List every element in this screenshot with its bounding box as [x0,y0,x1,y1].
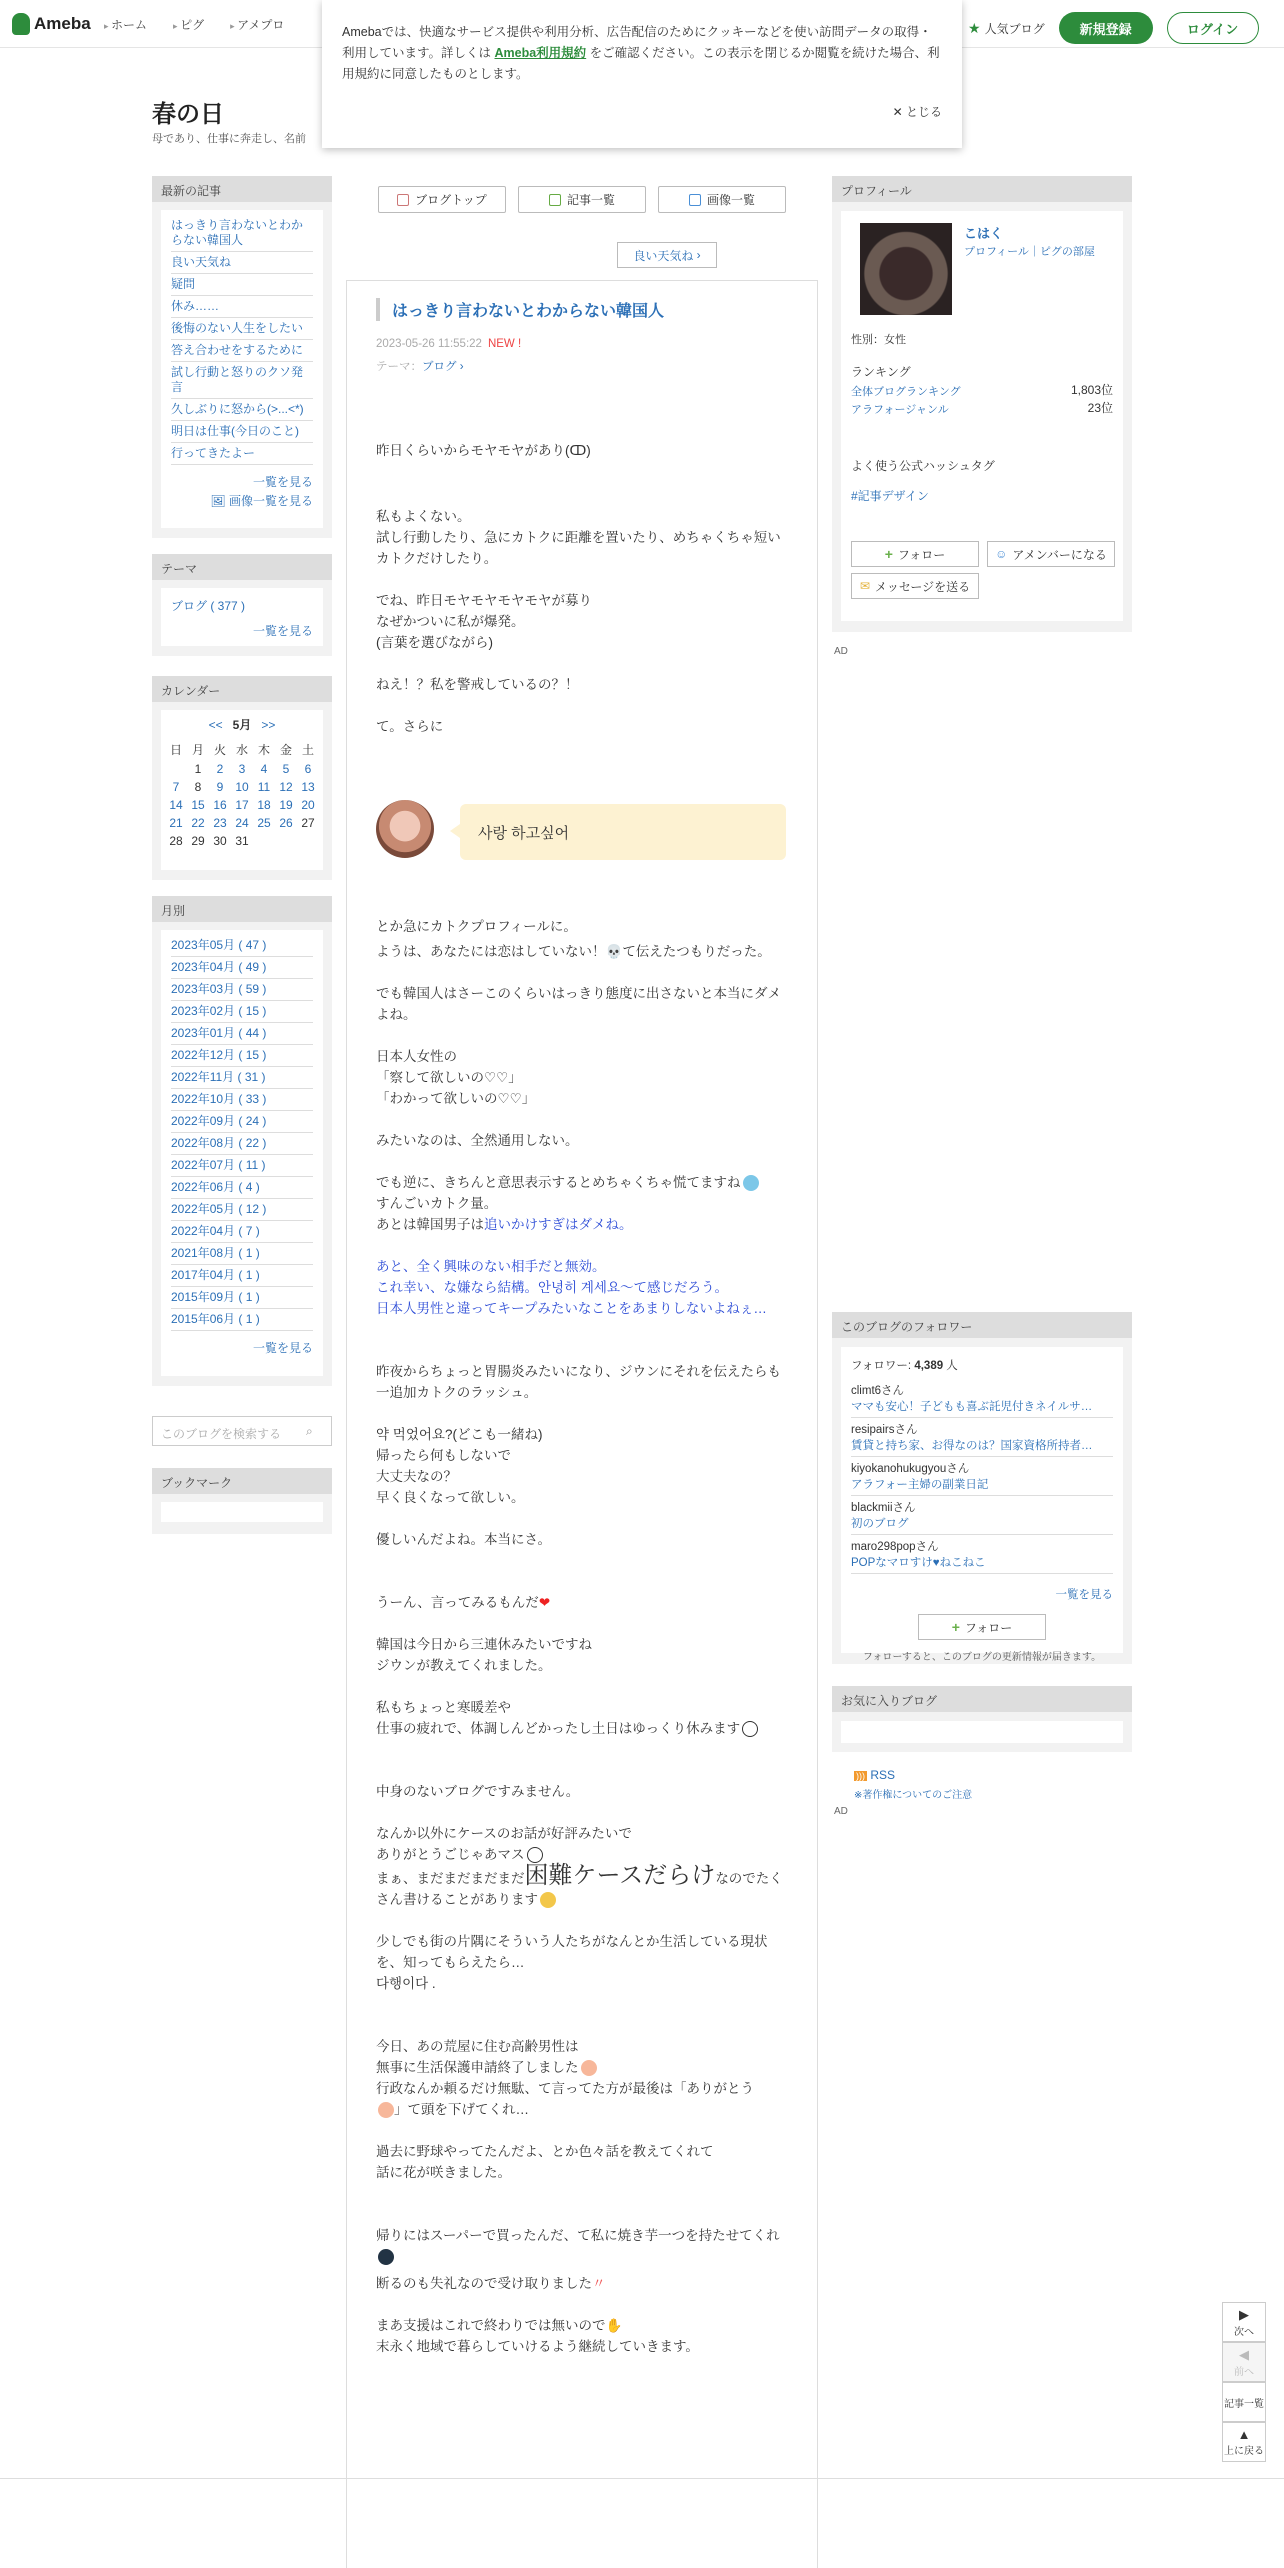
pager-next-label: 次へ [1234,2327,1254,2338]
entry-text: まぁ、まだまだまだまだ [376,1871,525,1886]
heart-emoji-icon: ❤ [538,1595,551,1610]
entry-text: (言葉を選びながら) [376,635,493,650]
login-button[interactable]: ログイン [1167,12,1259,44]
archive-item[interactable]: 2022年07月 ( 11 ) [171,1155,313,1177]
bookmark-heading: ブックマーク [152,1468,332,1494]
entry-text: 」て頭を下げてくれ… [394,2102,529,2117]
entry-text: なのでたくさん書けることがあります [376,1871,783,1907]
rss-label: RSS [870,1768,896,1782]
search-icon[interactable]: ⌕ [306,1424,313,1438]
theme-item[interactable]: ブログ ( 377 ) [171,599,246,613]
hashtag-link[interactable]: #記事デザイン [851,489,929,503]
calendar-weekday: 火 [213,743,226,757]
logo-text: Ameba [34,14,91,33]
archive-item[interactable]: 2022年06月 ( 4 ) [171,1177,313,1199]
entry-text-highlight: これ幸い、な嫌なら結構。안녕히 계세요〜て感じだろう。 [376,1280,728,1295]
entry-text: 中身のないブログですみません。 [376,1784,580,1799]
up-icon: ▲ [1237,2427,1251,2442]
archive-item[interactable]: 2022年12月 ( 15 ) [171,1045,313,1067]
recent-item[interactable]: 答え合わせをするために [171,340,313,362]
terms-link[interactable]: Ameba利用規約 [494,46,587,60]
face-emoji-icon [378,2102,394,2118]
tab-entry-list[interactable] [518,186,646,213]
calendar-day[interactable]: 14 [169,798,183,812]
images-list-label: 画像一覧を見る [228,494,313,508]
profile-gender: 性別：女性 [851,334,906,346]
calendar-day[interactable]: 13 [301,780,315,794]
archive-item[interactable]: 2021年08月 ( 1 ) [171,1243,313,1265]
next-entry-label: 良い天気ね [633,248,694,263]
calendar-day[interactable]: 20 [301,798,315,812]
calendar-day[interactable]: 15 [191,798,205,812]
calendar-day[interactable]: 7 [172,780,180,794]
follower-blog-link[interactable]: アラフォー主婦の副業日記 [851,1479,989,1491]
blog-search-input[interactable]: このブログを検索する [152,1416,332,1446]
followers-widget [832,1312,1132,1664]
ranking-genre-value: 23位 [1087,401,1113,415]
calendar-day[interactable]: 17 [235,798,249,812]
entry-list-icon [549,194,561,206]
calendar-day[interactable]: 12 [279,780,293,794]
theme-label: テーマ： [376,361,422,373]
followers-more-link[interactable]: 一覧を見る [1055,1589,1113,1601]
recent-item[interactable]: 試し行動と怒りのクソ発言 [171,362,313,399]
archive-item[interactable]: 2022年10月 ( 33 ) [171,1089,313,1111]
entry-text: 昨夜からちょっと胃腸炎みたいになり、ジウンにそれを伝えたらも一追加カトクのラッシュ。 [376,1364,781,1400]
calendar-day[interactable]: 6 [304,762,312,776]
archive-item[interactable]: 2023年01月 ( 44 ) [171,1023,313,1045]
recent-item[interactable]: 良い天気ね [171,252,313,274]
calendar-day [253,832,275,850]
amember-button[interactable] [987,541,1115,567]
entry-text: 少しでも街の片隅にそういう人たちがなんとか生活している現状を、知ってもらえたら… [376,1934,768,1970]
archive-item[interactable]: 2015年09月 ( 1 ) [171,1287,313,1309]
sparkle-icon: 〃 [592,2276,606,2291]
calendar-weekday: 日 [169,743,182,757]
blog-description: 母であり、仕事に奔走し、名前 [152,133,306,145]
ranking-overall-link[interactable]: 全体ブログランキング [851,386,961,398]
message-label: メッセージを送る [874,579,971,594]
calendar-day[interactable]: 11 [257,780,271,794]
hashtag-label: よく使う公式ハッシュタグ [851,459,995,473]
nav-home[interactable]: ▸ ホーム [104,16,147,33]
recent-item[interactable]: 行ってきたよー [171,443,313,465]
recent-item[interactable]: はっきり言わないとわからない韓国人 [171,215,313,252]
entry-text: 韓国は今日から三連休みたいですね [376,1637,592,1652]
archive-item[interactable]: 2022年09月 ( 24 ) [171,1111,313,1133]
calendar-day[interactable]: 19 [279,798,293,812]
entry-text: ようは、あなたには恋はしていない！ [376,944,606,959]
profile-links[interactable]: プロフィール｜ピグの部屋 [964,246,1095,258]
calendar-day[interactable]: 16 [213,798,227,812]
back-to-top-button[interactable] [1222,2422,1266,2462]
entry-text: とか急にカトクプロフィールに。 [376,919,577,934]
entry-text: 今日、あの荒屋に住む高齢男性は [376,2039,579,2054]
calendar-day[interactable]: 25 [257,816,271,830]
ninja-emoji-icon [378,2249,394,2265]
cookie-text: Amebaでは、快適なサービス提供や利用分析、広告配信のためにクッキーなどを使い訪問データの取得・利用しています。詳しくは [342,25,932,60]
entry-body-1 [376,440,786,461]
blog-top-icon [397,194,409,206]
calendar-day [297,832,319,850]
register-button[interactable]: 新規登録 [1059,12,1153,44]
calendar-day: 28 [169,834,183,848]
calendar-day [165,760,187,778]
calendar-weekday: 月 [191,743,204,757]
follower-name[interactable]: blackmiiさん [851,1502,916,1514]
follower-blog-link[interactable]: 初のブログ [851,1518,909,1530]
recent-entries-widget [152,176,332,538]
entry-text: 過去に野球やってたんだよ、とか色々話を教えてくれて [376,2144,714,2159]
ranking-label: ランキング [851,365,911,379]
calendar-day[interactable]: 3 [238,762,246,776]
follower-item [851,1535,1113,1574]
archive-more-link[interactable]: 一覧を見る [252,1341,313,1355]
recent-item[interactable]: 休み…… [171,296,313,318]
calendar-weekday: 水 [235,743,248,757]
follow-label: フォロー [897,547,946,562]
entry-text: でも逆に、きちんと意思表示するとめちゃくちゃ慌てますね [376,1175,741,1190]
archive-item[interactable]: 2017年04月 ( 1 ) [171,1265,313,1287]
entry-text: ジウンが教えてくれました。 [376,1658,552,1673]
follow-button[interactable] [851,541,979,567]
entry-text: 「察して欲しいの♡♡」 [376,1070,522,1085]
entry-text: 약 먹었어요?(どこも一緒ね) [376,1427,543,1442]
ranking-genre-link[interactable]: アラフォージャンル [851,404,949,416]
entry-text: 私もよくない。 [376,509,471,524]
follower-item [851,1496,1113,1535]
entry-text: なぜかついに私が爆発。 [376,614,525,629]
archive-widget [152,896,332,1386]
pager-prev-label: 前へ [1234,2367,1254,2378]
calendar-day: 31 [235,834,249,848]
entry-text: みたいなのは、全然通用しない。 [376,1133,579,1148]
hand-emoji-icon: ✋ [605,2318,623,2333]
entry-text: 大丈夫なの？ [376,1469,457,1484]
rss-link[interactable] [854,1768,895,1782]
blog-title[interactable]: 春の日 [152,101,224,128]
entry-body-2 [376,506,786,737]
archive-item[interactable]: 2023年03月 ( 59 ) [171,979,313,1001]
entry-text: て伝えたつもりだった。 [622,944,771,959]
follower-name[interactable]: climt6さん [851,1385,905,1397]
follower-blog-link[interactable]: 賃貸と持ち家、お得なのは？国家資格所持者… [851,1440,1093,1452]
calendar-month: 5月 [232,718,252,732]
entry-text: あとは韓国男子は [376,1217,484,1232]
calendar-weekday: 土 [301,743,314,757]
entry-text: 仕事の疲れで、体調しんどかったし土日はゆっくり休みます [376,1721,741,1736]
footer-divider [0,2478,1284,2479]
recent-item[interactable]: 明日は仕事(今日のこと) [171,421,313,443]
calendar-day: 1 [194,762,202,776]
entry-text: 優しいんだよね。本当にさ。 [376,1532,551,1547]
calendar-heading: カレンダー [152,676,332,702]
images-list-link[interactable] [171,492,313,509]
calendar-day[interactable]: 23 [213,816,227,830]
cookie-notice [322,0,962,148]
recent-item[interactable]: 久しぶりに怒から(>...<*) [171,399,313,421]
person-icon: ☺ [995,547,1008,561]
pager-top-label: 上に戻る [1224,2446,1264,2457]
entry-title[interactable]: はっきり言わないとわからない韓国人 [376,298,664,321]
archive-item[interactable]: 2022年05月 ( 12 ) [171,1199,313,1221]
entry-text: でね、昨日モヤモヤモヤモヤが募り [376,593,592,608]
archive-item[interactable]: 2022年04月 ( 7 ) [171,1221,313,1243]
face-emoji-icon [581,2060,597,2076]
calendar-day[interactable]: 4 [260,762,268,776]
calendar-day[interactable]: 22 [191,816,205,830]
tab-label: 画像一覧 [706,193,755,207]
recent-heading: 最新の記事 [152,176,332,202]
next-entry-link[interactable] [617,242,717,268]
follow-note: フォローすると、このブログの更新情報が届きます。 [862,1652,1102,1663]
archive-item[interactable]: 2023年05月 ( 47 ) [171,935,313,957]
plus-icon: + [951,1619,960,1635]
theme-heading: テーマ [152,554,332,580]
calendar-day[interactable]: 2 [216,762,224,776]
entry-text: 「わかって欲しいの♡♡」 [376,1091,536,1106]
calendar-day: 8 [194,780,202,794]
tab-image-list[interactable] [658,186,786,213]
follower-count-unit: 人 [943,1360,958,1372]
follower-count [851,1357,1113,1373]
calendar-day[interactable]: 24 [235,816,249,830]
tab-label: ブログトップ [415,193,487,207]
recent-item[interactable]: 後悔のない人生をしたい [171,318,313,340]
follower-blog-link[interactable]: POPなマロすけ♥ねこねこ [851,1557,986,1569]
envelope-icon: ✉ [859,579,870,593]
followers-heading: このブログのフォロワー [832,1312,1132,1338]
entry-list-button[interactable]: 記事一覧 [1222,2382,1266,2422]
entry-body-3 [376,916,786,2357]
tab-label: 記事一覧 [566,193,615,207]
follower-item [851,1379,1113,1418]
theme-more-link[interactable]: 一覧を見る [252,624,313,638]
entry-theme-link[interactable]: ブログ [422,361,457,373]
popular-label: 人気ブログ [984,21,1045,36]
profile-widget [832,176,1132,632]
follower-item [851,1418,1113,1457]
entry-text: ありがとうごじゃあマス [376,1847,525,1862]
play-icon: ▶ [1239,2307,1249,2322]
nav-amepro[interactable]: ▸ アメプロ [230,16,284,33]
entry-text: 早く良くなって欲しい。 [376,1490,525,1505]
calendar-grid [165,739,319,850]
frog-logo-icon [12,13,30,35]
rss-icon: ))) [856,1771,865,1781]
entry-text-highlight: 日本人男性と違ってキープみたいなことをあまりしないよねぇ… [376,1301,767,1316]
skull-emoji-icon: 💀 [605,944,623,959]
chevron-right-icon: › [696,248,701,262]
profile-name[interactable]: こはく [964,226,1004,241]
follower-item [851,1457,1113,1496]
calendar-weekday: 木 [257,743,270,757]
recent-item[interactable]: 疑問 [171,274,313,296]
bear-emoji-icon [742,1721,758,1737]
calendar-day[interactable]: 21 [169,816,183,830]
calendar-day [275,832,297,850]
entry-text: 日本人女性の [376,1049,457,1064]
calendar-widget [152,676,332,880]
calendar-day: 30 [213,834,227,848]
cookie-text-2: をご確認ください。この表示を閉じるか閲覧を続けた場合、利用規約に同意したものとします。 [342,46,940,81]
calendar-day[interactable]: 9 [216,780,224,794]
back-icon: ◀ [1239,2347,1249,2362]
popular-blogs-link[interactable] [968,20,1045,37]
speech-bubble: 사랑 하고싶어 [460,804,786,860]
calendar-day[interactable]: 10 [235,780,249,794]
entry-text: うーん、言ってみるもんだ [376,1595,539,1610]
image-icon: 🖼 [210,494,226,508]
entry-text: なんか以外にケースのお話が好評みたいで [376,1826,632,1841]
calendar-next[interactable]: >> [261,718,276,732]
entry-text: 私もちょっと寒暖差や [376,1700,511,1715]
calendar-prev[interactable]: << [208,718,223,732]
profile-image[interactable] [860,223,952,315]
favorites-heading: お気に入りブログ [832,1686,1132,1712]
entry-text: 昨日くらいからモヤモヤがあり(ↀ) [376,443,591,458]
message-button[interactable] [851,573,979,599]
follower-name[interactable]: maro298popさん [851,1541,939,1553]
calendar-weekday: 金 [279,743,292,757]
ranking-overall-value: 1,803位 [1070,383,1113,397]
entry-text: 試し行動したり、急にカトクに距離を置いたり、めちゃくちゃ短いカトクだけしたり。 [376,530,781,566]
follow-label: フォロー [964,1620,1013,1635]
follower-name[interactable]: resipairsさん [851,1424,918,1436]
entry-text-highlight: 追いかけすぎはダメね。 [484,1217,633,1232]
entry-text: でも韓国人はさーこのくらいはっきり態度に出さないと本当にダメよね。 [376,986,781,1022]
follower-name[interactable]: kiyokanohukugyouさん [851,1463,970,1475]
entry-text: まあ支援はこれで終わりでは無いので [376,2318,606,2333]
copyright-link[interactable]: ※著作権についてのご注意 [854,1790,973,1801]
star-icon: ★ [968,19,981,36]
calendar-day: 27 [301,816,315,830]
calendar-day[interactable]: 18 [257,798,271,812]
archive-item[interactable]: 2022年08月 ( 22 ) [171,1133,313,1155]
prev-entry-button[interactable] [1222,2342,1266,2382]
profile-heading: プロフィール [832,176,1132,202]
entry-text: て。さらに [376,719,444,734]
theme-widget [152,554,332,656]
image-list-icon [689,194,701,206]
entry-text: 다행이다 . [376,1976,436,1991]
new-badge: NEW ! [487,338,522,350]
entry-text: すんごいカトク量。 [376,1196,498,1211]
ad-label: AD [834,1806,848,1817]
follower-blog-link[interactable]: ママも安心！子どもも喜ぶ託児付きネイルサ… [851,1401,1093,1413]
entry-text: ねえ！？私を警戒しているの？！ [376,677,579,692]
tab-blog-top[interactable] [378,186,506,213]
sweat-emoji-icon [743,1175,759,1191]
smile-emoji-icon [540,1892,556,1908]
plus-icon: + [884,546,893,562]
entry-text: 行政なんか頼るだけ無駄、て言ってた方が最後は「ありがとう [376,2081,754,2096]
calendar-day[interactable]: 5 [282,762,290,776]
next-entry-button[interactable] [1222,2302,1266,2342]
entry-text: 無事に生活保護申請終了しました [376,2060,579,2075]
entry-text: 末永く地域で暮らしていけるよう継続していきます。 [376,2339,699,2354]
entry-text-large: 困難ケースだらけ [524,1862,716,1889]
calendar-day[interactable]: 26 [279,816,293,830]
archive-item[interactable]: 2023年04月 ( 49 ) [171,957,313,979]
archive-heading: 月別 [152,896,332,922]
entry-text: 帰ったら何もしないで [376,1448,511,1463]
archive-item[interactable]: 2015年06月 ( 1 ) [171,1309,313,1331]
bookmark-widget [152,1468,332,1534]
entry-text: 話に花が咲きました。 [376,2165,511,2180]
archive-item[interactable]: 2022年11月 ( 31 ) [171,1067,313,1089]
follower-count-label: フォロワー: [851,1360,915,1372]
chevron-right-icon: › [459,361,464,373]
cookie-close-button[interactable]: ✕ とじる [892,105,942,119]
entry-text: 帰りにはスーパーで買ったんだ、て私に焼き芋一つを持たせてくれ [376,2228,780,2243]
follower-count-value: 4,389 [914,1360,944,1372]
entry-date: 2023-05-26 11:55:22 [376,338,482,350]
ad-label: AD [834,646,848,657]
nav-pigg[interactable]: ▸ ピグ [173,16,204,33]
ameba-logo[interactable] [12,13,91,35]
calendar-day: 29 [191,834,205,848]
follow-button-2[interactable] [918,1614,1046,1640]
favorites-widget [832,1686,1132,1752]
entry-text: 断るのも失礼なので受け取りました [376,2276,592,2291]
entry-text-highlight: あと、全く興味のない相手だと無効。 [376,1259,606,1274]
amember-label: アメンバーになる [1012,547,1107,562]
recent-more-link[interactable]: 一覧を見る [252,475,313,489]
author-avatar [376,800,434,858]
global-nav [104,16,284,33]
archive-item[interactable]: 2023年02月 ( 15 ) [171,1001,313,1023]
